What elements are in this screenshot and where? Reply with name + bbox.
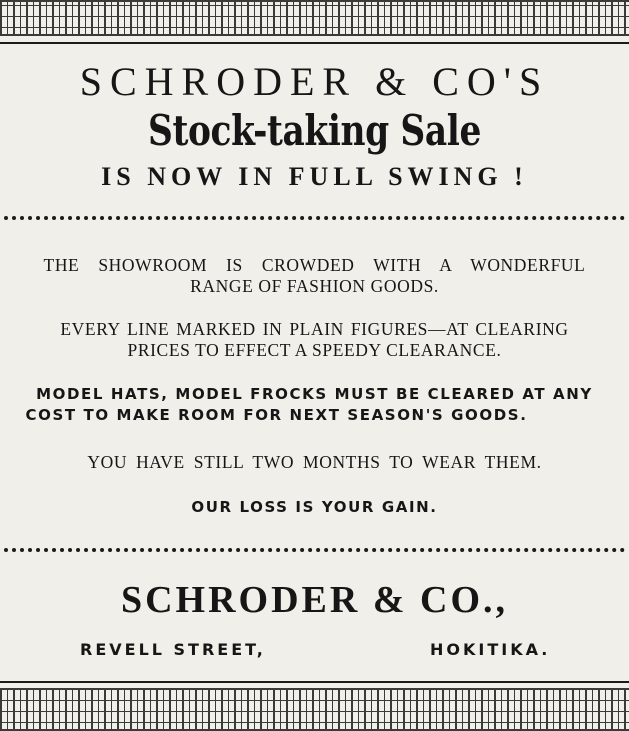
paragraph-1-line-1: THE SHOWROOM IS CROWDED WITH A WONDERFUL bbox=[43, 255, 586, 275]
paragraph-3-line-2: COST TO MAKE ROOM FOR NEXT SEASON'S GOODS. bbox=[25, 406, 528, 424]
tagline: IS NOW IN FULL SWING ! bbox=[101, 162, 528, 191]
paragraph-2-line-2: PRICES TO EFFECT A SPEEDY CLEARANCE. bbox=[127, 340, 502, 360]
address-street: REVELL STREET, bbox=[80, 640, 266, 659]
subheadline: Stock-taking Sale bbox=[148, 106, 481, 155]
paragraph-3-line-1: MODEL HATS, MODEL FROCKS MUST BE CLEARED AT ANY bbox=[36, 385, 593, 403]
dotted-divider-lower bbox=[4, 548, 625, 552]
paragraph-2-line-1: EVERY LINE MARKED IN PLAIN FIGURES—AT CLEARING bbox=[60, 319, 569, 339]
paragraph-1-line-2: RANGE OF FASHION GOODS. bbox=[190, 276, 439, 296]
rule-bottom bbox=[0, 681, 629, 683]
headline: SCHRODER & CO'S bbox=[79, 59, 550, 104]
paragraph-4: YOU HAVE STILL TWO MONTHS TO WEAR THEM. bbox=[87, 452, 542, 472]
decorative-border-bottom bbox=[0, 688, 629, 731]
decorative-border-top bbox=[0, 0, 629, 36]
paragraph-5: OUR LOSS IS YOUR GAIN. bbox=[191, 498, 438, 516]
address-town: HOKITIKA. bbox=[430, 640, 551, 659]
rule-top bbox=[0, 42, 629, 44]
dotted-divider-upper bbox=[4, 216, 625, 220]
company-name: SCHRODER & CO., bbox=[120, 579, 509, 621]
